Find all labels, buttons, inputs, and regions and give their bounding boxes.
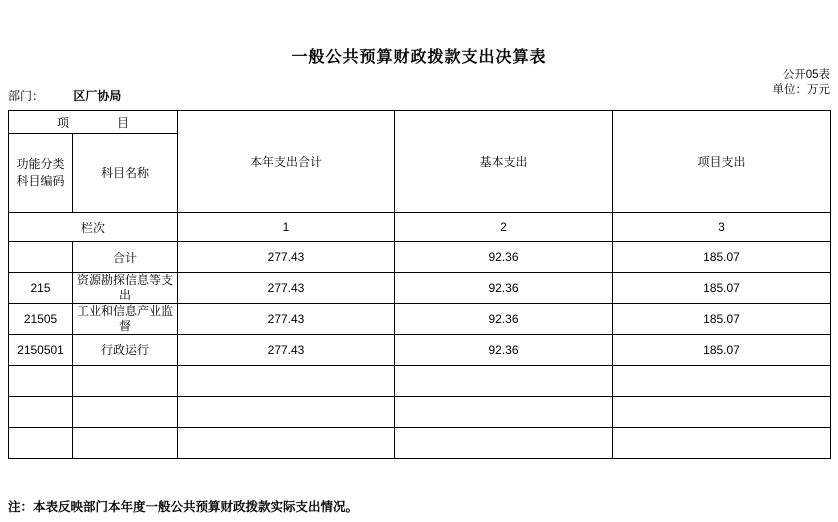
row-basic — [395, 428, 613, 459]
row-name: 工业和信息产业监督 — [73, 304, 178, 335]
table-row — [9, 304, 831, 335]
table-row — [9, 335, 831, 366]
header-total-expenditure: 本年支出合计 — [178, 111, 395, 213]
row-code — [9, 242, 73, 273]
department-label: 部门： — [8, 89, 45, 103]
row-project: 185.07 — [613, 304, 831, 335]
table-row — [9, 428, 831, 459]
header-function-code — [9, 134, 73, 213]
department-value: 区厂协局 — [73, 89, 122, 103]
row-project: 185.07 — [613, 242, 831, 273]
row-basic — [395, 366, 613, 397]
row-basic: 92.36 — [395, 273, 613, 304]
row-total — [178, 428, 395, 459]
table-row — [9, 397, 831, 428]
row-total: 277.43 — [178, 335, 395, 366]
row-project: 185.07 — [613, 273, 831, 304]
header-function-code-line2: 科目编码 — [16, 174, 65, 188]
row-total: 277.43 — [178, 273, 395, 304]
budget-expenditure-table — [8, 110, 831, 459]
row-total — [178, 397, 395, 428]
row-total — [178, 366, 395, 397]
row-code: 21505 — [9, 304, 73, 335]
header-item-group: 项 目 — [9, 111, 178, 134]
row-total: 277.43 — [178, 242, 395, 273]
header-project-expenditure: 项目支出 — [613, 111, 831, 213]
row-name — [73, 366, 178, 397]
page-title: 一般公共预算财政拨款支出决算表 — [291, 49, 547, 66]
row-name — [73, 397, 178, 428]
row-basic: 92.36 — [395, 242, 613, 273]
lanci-number-3: 3 — [613, 213, 831, 242]
department-line — [8, 88, 121, 104]
lanci-number-2: 2 — [395, 213, 613, 242]
row-project: 185.07 — [613, 335, 831, 366]
header-subject-name: 科目名称 — [73, 134, 178, 213]
table-row — [9, 242, 831, 273]
row-code: 2150501 — [9, 335, 73, 366]
table-row — [9, 366, 831, 397]
row-basic — [395, 397, 613, 428]
header-function-code-line1: 功能分类 — [16, 157, 65, 171]
lanci-number-1: 1 — [178, 213, 395, 242]
row-total: 277.43 — [178, 304, 395, 335]
row-code — [9, 397, 73, 428]
row-code — [9, 428, 73, 459]
table-header-row-1 — [9, 111, 831, 134]
form-meta — [530, 68, 830, 98]
header-basic-expenditure: 基本支出 — [395, 111, 613, 213]
row-project — [613, 428, 831, 459]
unit-label: 单位：万元 — [772, 84, 830, 96]
row-name: 资源勘探信息等支出 — [73, 273, 178, 304]
row-basic: 92.36 — [395, 335, 613, 366]
row-name: 行政运行 — [73, 335, 178, 366]
table-row — [9, 273, 831, 304]
row-name — [73, 428, 178, 459]
lanci-label: 栏次 — [9, 213, 178, 242]
row-project — [613, 397, 831, 428]
row-basic: 92.36 — [395, 304, 613, 335]
form-number: 公开05表 — [782, 69, 830, 81]
row-name: 合计 — [73, 242, 178, 273]
table-note: 注：本表反映部门本年度一般公共预算财政拨款实际支出情况。 — [8, 500, 359, 514]
row-code — [9, 366, 73, 397]
table-row-lanci — [9, 213, 831, 242]
row-code: 215 — [9, 273, 73, 304]
row-project — [613, 366, 831, 397]
